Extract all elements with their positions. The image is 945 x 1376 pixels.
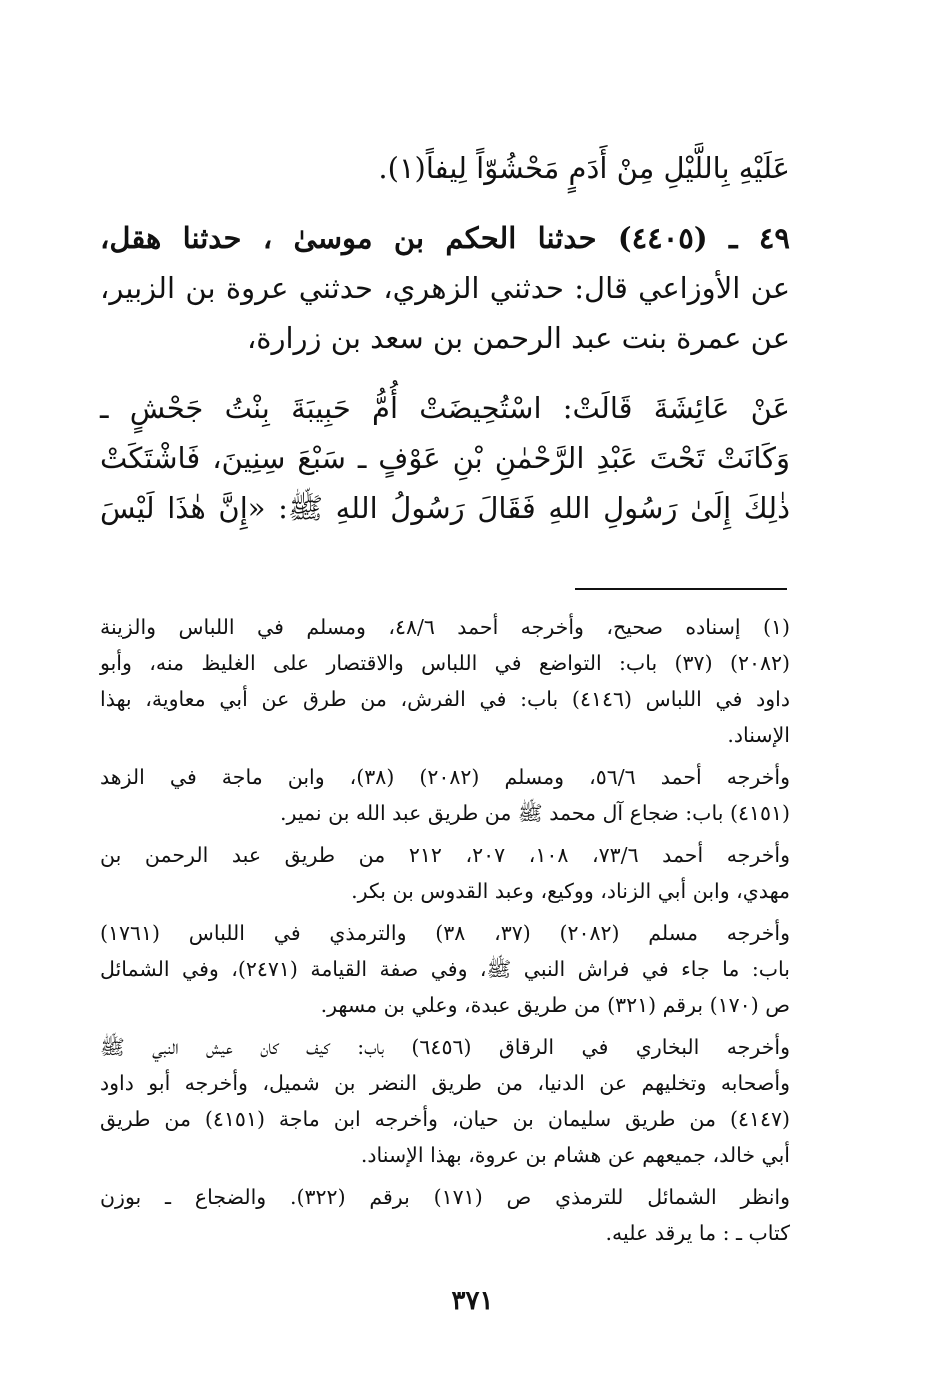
footnote-line: وأخرجه مسلم (٢٠٨٢) (٣٧، ٣٨) والترمذي في اللباس (١٧٦١) bbox=[100, 921, 790, 945]
matn-line: وَكَانَتْ تَحْتَ عَبْدِ الرَّحْمٰنِ بْنِ عَوْفٍ ـ سَبْعَ سِنِينَ، فَاشْتَكَتْ bbox=[100, 441, 790, 475]
main-text-line: عَلَيْهِ بِاللَّيْلِ مِنْ أَدَمٍ مَحْشُوّاً لِيفاً(١). bbox=[378, 151, 790, 185]
isnad-line: عن الأوزاعي قال: حدثني الزهري، حدثني عروة بن الزبير، bbox=[100, 271, 790, 305]
footnote-line: (١) إسناده صحيح، وأخرجه أحمد ٤٨/٦، ومسلم في اللباس والزينة bbox=[100, 615, 790, 639]
page-number: ٣٧١ bbox=[451, 1286, 494, 1316]
footnote-line: باب: ما جاء في فراش النبي ﷺ، وفي صفة القيامة (٢٤٧١)، وفي الشمائل bbox=[100, 957, 790, 981]
footnote-line: وأخرجه البخاري في الرقاق (٦٤٥٦) باب: كيف كان عيش النبي ﷺ bbox=[100, 1035, 791, 1059]
hadith-header: ٤٩ ـ (٤٤٠٥) حدثنا الحكم بن موسىٰ ، حدثنا هقل، bbox=[100, 221, 790, 255]
footnote-line: الإسناد. bbox=[727, 723, 790, 747]
footnote-line: (٤١٥١) باب: ضجاع آل محمد ﷺ من طريق عبد الله بن نمير. bbox=[280, 801, 790, 825]
footnote-line: (٢٠٨٢) (٣٧) باب: التواضع في اللباس والاقتصار على الغليظ منه، وأبو bbox=[100, 651, 790, 675]
isnad-line: عن عمرة بنت عبد الرحمن بن سعد بن زرارة، bbox=[246, 321, 790, 355]
matn-line: عَنْ عَائِشَةَ قَالَتْ: اسْتُحِيضَتْ أُمُّ حَبِيبَةَ بِنْتُ جَحْشٍ ـ bbox=[100, 391, 790, 425]
footnote-line: وأخرجه أحمد ٧٣/٦، ١٠٨، ٢٠٧، ٢١٢ من طريق عبد الرحمن بن bbox=[100, 843, 790, 867]
footnote-separator bbox=[575, 588, 787, 590]
matn-line: ذٰلِكَ إِلَىٰ رَسُولِ اللهِ فَقَالَ رَسُولُ اللهِ ﷺ: «إِنَّ هٰذَا لَيْسَ bbox=[100, 491, 790, 525]
footnote-line: ص (١٧٠) برقم (٣٢١) من طريق عبدة، وعلي بن مسهر. bbox=[320, 993, 790, 1017]
footnote-line: وانظر الشمائل للترمذي ص (١٧١) برقم (٣٢٢). والضجاع ـ بوزن bbox=[100, 1185, 790, 1209]
footnote-line: أبي خالد، جميعهم عن هشام بن عروة، بهذا الإسناد. bbox=[360, 1143, 790, 1167]
footnote-line: (٤١٤٧) من طريق سليمان بن حيان، وأخرجه ابن ماجة (٤١٥١) من طريق bbox=[100, 1107, 791, 1131]
footnote-line: داود في اللباس (٤١٤٦) باب: في الفرش، من طرق عن أبي معاوية، بهذا bbox=[100, 687, 790, 711]
footnote-line: وأصحابه وتخليهم عن الدنيا، من طريق النضر بن شميل، وأخرجه أبو داود bbox=[100, 1071, 790, 1095]
footnote-line: كتاب ـ : ما يرقد عليه. bbox=[605, 1221, 790, 1245]
footnote-line: مهدي، وابن أبي الزناد، ووكيع، وعبد القدوس بن بكر. bbox=[351, 879, 790, 903]
footnote-line: وأخرجه أحمد ٥٦/٦، ومسلم (٢٠٨٢) (٣٨)، وابن ماجة في الزهد bbox=[100, 765, 790, 789]
